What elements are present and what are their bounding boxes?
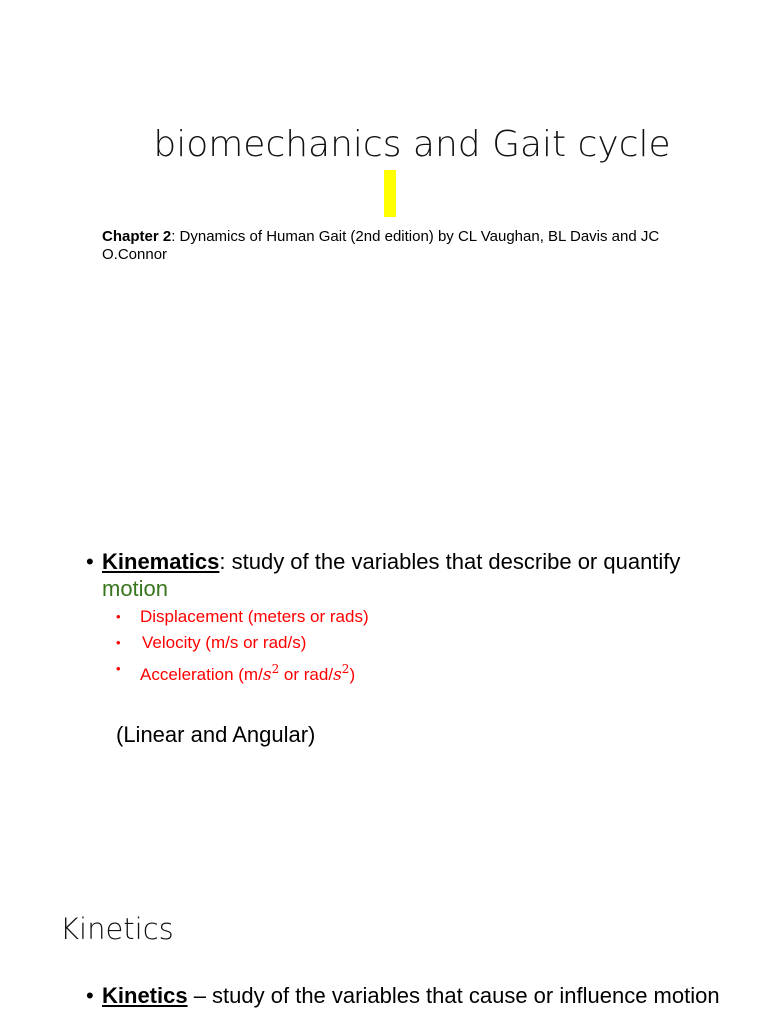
kinetics-heading: Kinetics <box>60 912 174 946</box>
acceleration-text-part: or rad/ <box>279 665 334 684</box>
bullet-dot: • <box>116 661 121 676</box>
math-variable: s <box>333 665 342 685</box>
list-item-text: Displacement (meters or rads) <box>140 607 369 626</box>
math-exponent: 2 <box>341 662 350 676</box>
kinetics-bullet <box>86 982 726 1009</box>
math-variable: s <box>262 665 272 685</box>
bullet-dot: • <box>86 983 94 1008</box>
acceleration-text-part: ) <box>349 665 356 684</box>
kinetics-term: Kinetics <box>102 983 188 1008</box>
motion-highlight-word: motion <box>102 576 169 601</box>
kinematics-definition: : study of the variables that describe or quantify <box>219 549 681 574</box>
kinematics-term: Kinematics <box>102 549 220 574</box>
math-exponent: 2 <box>271 662 280 676</box>
list-item-velocity <box>114 630 674 656</box>
list-item-displacement <box>114 604 674 630</box>
bullet-dot: • <box>116 609 121 624</box>
page-title: biomechanics and Gait cycle <box>153 124 671 165</box>
list-item-acceleration <box>114 656 674 685</box>
kinematics-bullet <box>86 548 726 602</box>
reference-text: : Dynamics of Human Gait (2nd edition) by CL Vaughan, BL Davis and JC O.Connor <box>102 228 660 263</box>
kinematics-variable-list <box>114 604 674 685</box>
list-item-text <box>140 656 355 688</box>
acceleration-text-part: Acceleration (m/ <box>140 665 263 684</box>
yellow-highlight-marker <box>384 170 396 217</box>
chapter-reference <box>102 228 662 264</box>
linear-angular-note: (Linear and Angular) <box>116 722 316 747</box>
list-item-text: Velocity (m/s or rad/s) <box>142 633 307 652</box>
bullet-dot: • <box>116 635 121 650</box>
reference-label: Chapter 2 <box>102 228 172 245</box>
kinetics-definition: – study of the variables that cause or influence motion <box>187 983 720 1008</box>
bullet-dot: • <box>86 549 94 574</box>
